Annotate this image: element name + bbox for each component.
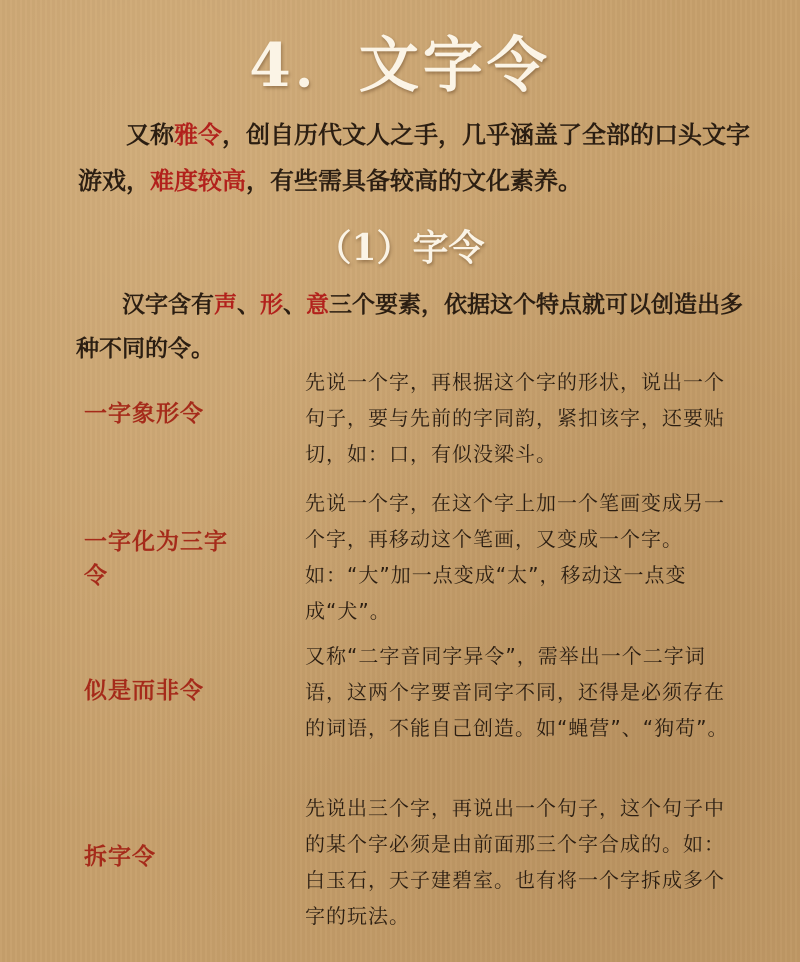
highlight-meaning: 意 — [306, 292, 329, 318]
rule-term: 似是而非令 — [84, 678, 204, 704]
section-subtitle: （1）字令 — [315, 227, 485, 269]
highlight-shape: 形 — [260, 292, 283, 318]
rule-term: 一字象形令 — [84, 401, 204, 427]
intro-paragraph — [78, 112, 750, 204]
rule-description: 先说出三个字，再说出一个句子，这个句子中的某个字必须是由前面那三个字合成的。如：白玉石，天子建碧室。也有将一个字拆成多个字的玩法。 — [305, 796, 725, 928]
highlight-sound: 声 — [214, 292, 237, 318]
rule-term: 一字化为三字令 — [84, 529, 228, 589]
separator-1: 、 — [237, 292, 260, 318]
intro-highlight-difficulty: 难度较高 — [150, 167, 246, 195]
intro-highlight-yaling: 雅令 — [174, 121, 222, 149]
page-title: 4．文字令 — [249, 31, 551, 101]
rule-description: 又称“二字音同字异令”，需举出一个二字词语，这两个字要音同字不同，还得是必须存在的词语，不能自己创造。如“蝇营”、“狗苟”。 — [305, 644, 729, 740]
section-intro-text-1: 汉字含有 — [122, 292, 214, 318]
separator-2: 、 — [283, 292, 306, 318]
rule-term: 拆字令 — [84, 844, 156, 870]
section-intro-paragraph — [76, 283, 756, 371]
intro-text-2: ，创自历代文人之手，几乎涵盖了全部的口头文字游戏， — [78, 121, 750, 195]
section-intro-text-2: 三个要素，依据这个特点就可以创造出多种不同的令。 — [76, 292, 743, 362]
rule-description: 先说一个字，再根据这个字的形状，说出一个句子，要与先前的字同韵，紧扣该字，还要贴切，如：口，有似没梁斗。 — [305, 370, 725, 466]
rule-description: 先说一个字，在这个字上加一个笔画变成另一个字，再移动这个笔画，又变成一个字。如：“大”加一点变成“太”，移动这一点变成“犬”。 — [305, 491, 725, 623]
intro-text-3: ，有些需具备较高的文化素养。 — [246, 167, 582, 195]
intro-text-1: 又称 — [126, 121, 174, 149]
